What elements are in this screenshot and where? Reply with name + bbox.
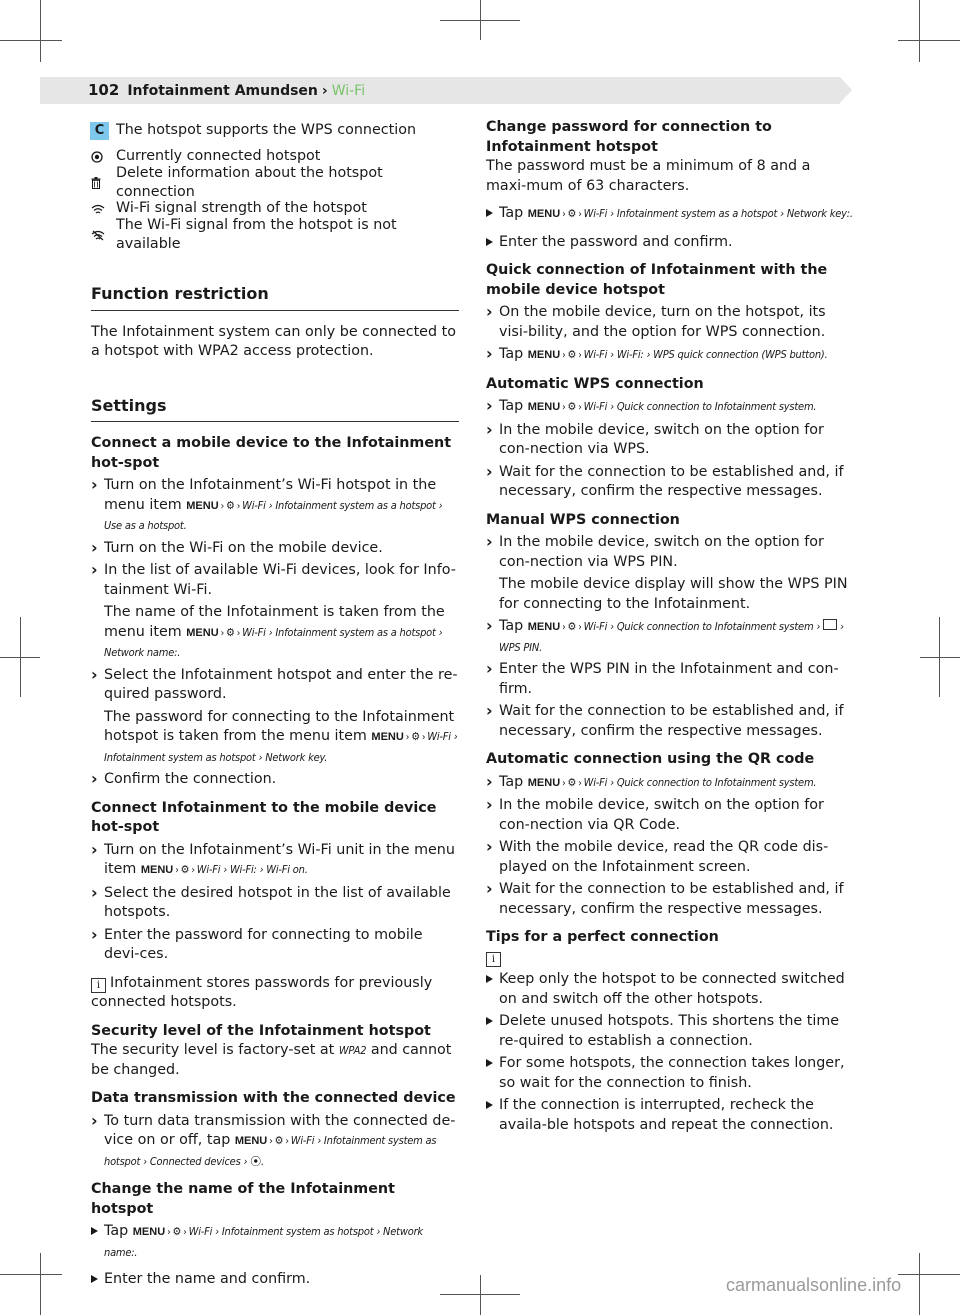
subheading: Automatic connection using the QR code [486, 751, 815, 767]
legend-text: The Wi-Fi signal from the hotspot is not available [116, 216, 397, 252]
subheading: Change the name of the Infotainment hotspot [91, 1181, 395, 1217]
step-note: The name of the Infotainment is taken from the menu item MENU › ⚙ › Wi-Fi › Infotainment system as a hotspot › Network name:. [104, 604, 445, 659]
section-title: Wi-Fi [331, 83, 366, 99]
certificate-icon [823, 619, 837, 630]
legend-row [91, 118, 459, 144]
subheading: Data transmission with the connected device [91, 1090, 456, 1106]
step: › Tap MENU › ⚙ › Wi-Fi › Quick connection to Infotainment system. [486, 397, 854, 418]
step: Tap MENU › ⚙ › Wi-Fi › Infotainment system as hotspot › Network name:. [91, 1222, 459, 1262]
step: › In the mobile device, switch on the option for con-nection via WPS. [486, 421, 854, 460]
subheading: Automatic WPS connection [486, 375, 704, 392]
paragraph: The Infotainment system can only be connected to a hotspot with WPA2 access protection. [91, 323, 456, 359]
section-heading-settings: Settings [91, 396, 459, 423]
step: › Tap MENU › ⚙ › Wi-Fi › Wi-Fi: › WPS quick connection (WPS button). [486, 345, 854, 366]
step: › In the mobile device, switch on the option for con-nection via QR Code. [486, 796, 854, 835]
step: › Tap MENU › ⚙ › Wi-Fi › Quick connection to Infotainment system › › WPS PIN. [486, 617, 854, 657]
paragraph: The security level is factory-set at WPA2 and cannot be changed. [91, 1042, 452, 1078]
watermark: carmanualsonline.info [726, 1275, 902, 1295]
target-icon [91, 151, 103, 163]
legend-text: Delete information about the hotspot connection [116, 164, 383, 200]
step: › Select the desired hotspot in the list of available hotspots. [91, 884, 459, 923]
legend-row [91, 164, 459, 200]
step: › In the mobile device, switch on the option for con-nection via WPS PIN. [486, 533, 854, 572]
info-note [486, 948, 854, 968]
trash-icon [91, 177, 101, 189]
tip-item: Delete unused hotspots. This shortens the time re-quired to establish a connection. [486, 1012, 854, 1051]
legend-text: Wi-Fi signal strength of the hotspot [116, 200, 367, 217]
legend-text: The hotspot supports the WPS connection [116, 122, 417, 139]
step: › Turn on the Wi-Fi on the mobile device. [91, 539, 459, 559]
info-note: i Infotainment stores passwords for previously connected hotspots. [91, 974, 433, 1010]
step: › Select the Infotainment hotspot and enter the re-quired password. [91, 666, 459, 705]
page-number: 102 [88, 81, 120, 99]
step: Enter the password and confirm. [486, 233, 854, 253]
legend-row [91, 216, 459, 252]
paragraph: The password must be a minimum of 8 and a maxi-mum of 63 characters. [486, 158, 811, 194]
icon-legend [91, 118, 459, 252]
subheading: Security level of the Infotainment hotspot [91, 1022, 431, 1039]
tip-item: If the connection is interrupted, recheck the availa-ble hotspots and repeat the connection. [486, 1096, 854, 1135]
breadcrumb-separator: › [321, 83, 328, 99]
step: › To turn data transmission with the connected de-vice on or off, tap MENU › ⚙ › Wi-Fi › Infotainment system as hotspot › Connected devices › ⦿. [91, 1112, 459, 1172]
step-note: The mobile device display will show the WPS PIN for connecting to the Infotainment. [499, 576, 848, 612]
legend-text: Currently connected hotspot [116, 148, 321, 165]
step: Enter the name and confirm. [91, 1270, 459, 1290]
step: › Wait for the connection to be established and, if necessary, confirm the respective messages. [486, 880, 854, 919]
step: › Wait for the connection to be established and, if necessary, confirm the respective messages. [486, 463, 854, 502]
step: Tap MENU › ⚙ › Wi-Fi › Infotainment system as a hotspot › Network key:. [486, 204, 854, 225]
c-badge-icon: C [90, 122, 109, 140]
step-note: The password for connecting to the Infotainment hotspot is taken from the menu item MENU › ⚙ › Wi-Fi › Infotainment system as hotspot › Network key. [104, 708, 458, 764]
wifi-icon [91, 204, 105, 215]
step: › Turn on the Infotainment’s Wi-Fi unit in the menu item MENU › ⚙ › Wi-Fi › Wi-Fi: › Wi-Fi on. [91, 841, 459, 881]
info-icon: i [486, 952, 501, 967]
step: › Turn on the Infotainment’s Wi-Fi hotspot in the menu item MENU › ⚙ › Wi-Fi › Infotainment system as a hotspot › Use as a hotspot. [91, 476, 459, 536]
step: › Enter the WPS PIN in the Infotainment and con-firm. [486, 660, 854, 699]
subheading: Connect Infotainment to the mobile device hot-spot [91, 799, 437, 835]
subheading: Change password for connection to Infotainment hotspot [486, 119, 772, 155]
tip-item: For some hotspots, the connection takes longer, so wait for the connection to finish. [486, 1054, 854, 1093]
right-column [486, 118, 854, 1135]
step: › Confirm the connection. [91, 770, 459, 790]
page-header [88, 81, 365, 99]
tip-item: Keep only the hotspot to be connected switched on and switch off the other hotspots. [486, 970, 854, 1009]
subheading: Manual WPS connection [486, 511, 680, 528]
subheading: Connect a mobile device to the Infotainment hot-spot [91, 435, 452, 471]
subheading: Quick connection of Infotainment with the mobile device hotspot [486, 262, 828, 298]
step: › Tap MENU › ⚙ › Wi-Fi › Quick connection to Infotainment system. [486, 773, 854, 794]
info-icon: i [91, 978, 106, 993]
chapter-title: Infotainment Amundsen [127, 83, 318, 99]
wifi-off-icon [91, 230, 105, 241]
left-column [91, 118, 459, 1290]
step: › Enter the password for connecting to mobile devi-ces. [91, 926, 459, 965]
connected-icon: ⦿ [250, 1154, 261, 1168]
step: › On the mobile device, turn on the hotspot, its visi-bility, and the option for WPS connection. [486, 303, 854, 342]
step: › With the mobile device, read the QR code dis-played on the Infotainment screen. [486, 838, 854, 877]
step: › Wait for the connection to be established and, if necessary, confirm the respective messages. [486, 702, 854, 741]
section-heading-function-restriction: Function restriction [91, 284, 459, 311]
step: › In the list of available Wi-Fi devices, look for Info-tainment Wi-Fi. [91, 561, 459, 600]
subheading: Tips for a perfect connection [486, 929, 719, 945]
